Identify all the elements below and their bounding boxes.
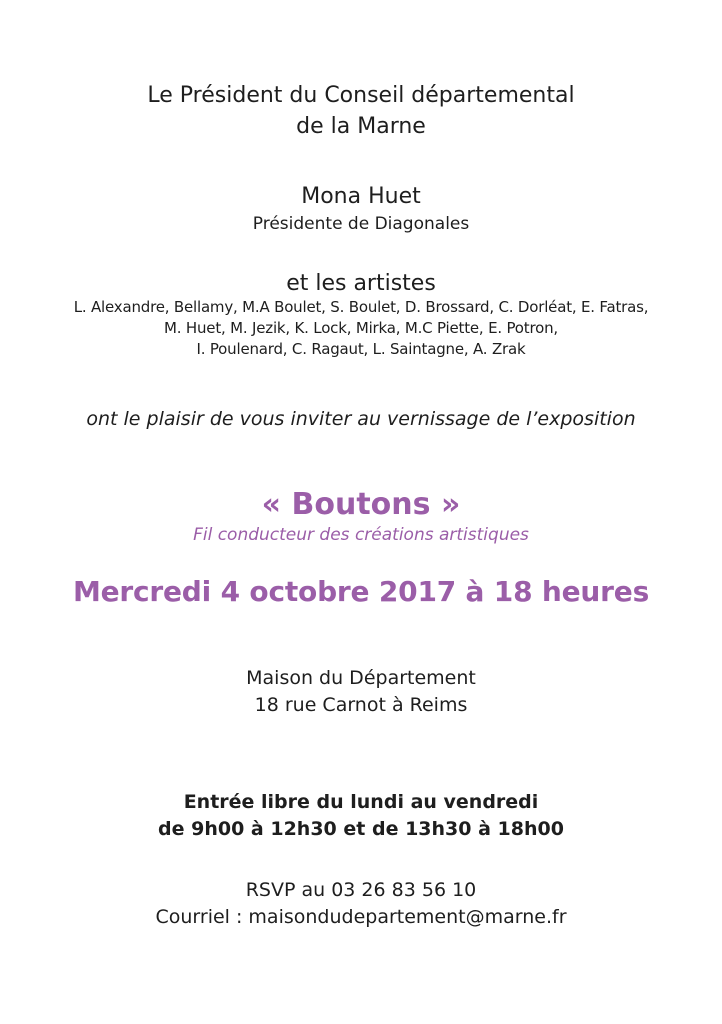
cohost-name: Mona Huet: [301, 184, 421, 209]
opening-hours-line2: de 9h00 à 12h30 et de 13h30 à 18h00: [158, 818, 564, 840]
venue-name: Maison du Département: [246, 667, 476, 689]
artists-list-line: M. Huet, M. Jezik, K. Lock, Mirka, M.C Piette, E. Potron,: [164, 319, 558, 337]
exhibition-date: Mercredi 4 octobre 2017 à 18 heures: [72, 575, 650, 608]
artists-title: et les artistes: [286, 271, 436, 296]
host-title-line1: Le Président du Conseil départemental: [147, 83, 575, 108]
artists-list-line: I. Poulenard, C. Ragaut, L. Saintagne, A. Zrak: [196, 340, 526, 358]
host-title-line2: de la Marne: [296, 114, 426, 139]
exhibition-title: « Boutons »: [261, 487, 461, 522]
artists-list-line: L. Alexandre, Bellamy, M.A Boulet, S. Boulet, D. Brossard, C. Dorléat, E. Fatras,: [73, 298, 649, 316]
cohost-role: Présidente de Diagonales: [252, 214, 470, 234]
contact-email[interactable]: Courriel : maisondudepartement@marne.fr: [155, 906, 567, 928]
rsvp-phone: RSVP au 03 26 83 56 10: [245, 879, 477, 901]
invitation-text: ont le plaisir de vous inviter au vernissage de l’exposition: [86, 408, 636, 430]
venue-address: 18 rue Carnot à Reims: [254, 694, 468, 716]
opening-hours-line1: Entrée libre du lundi au vendredi: [183, 791, 539, 813]
exhibition-subtitle: Fil conducteur des créations artistiques: [193, 525, 529, 545]
